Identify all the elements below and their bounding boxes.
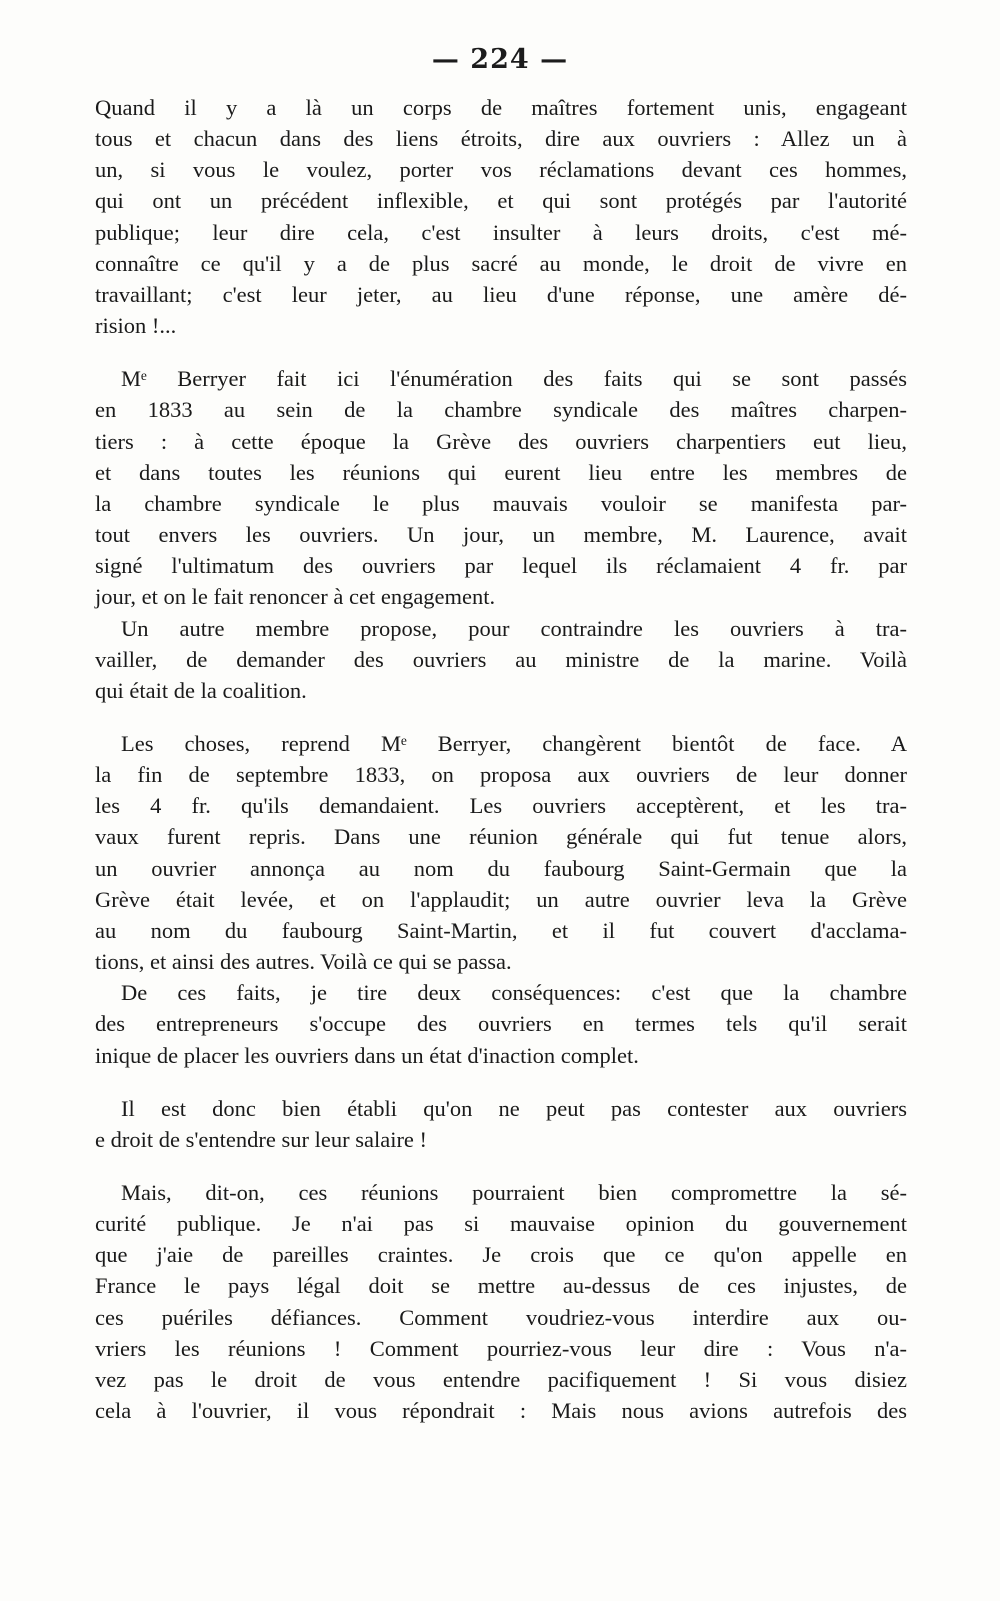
text-line: vez pas le droit de vous entendre pacifiquement ! Si vous disiez xyxy=(95,1366,907,1392)
text-line: signé l'ultimatum des ouvriers par lequel ils réclamaient 4 fr. par xyxy=(95,553,907,579)
text-line: vaux furent repris. Dans une réunion générale qui fut tenue alors, xyxy=(95,824,907,850)
text-line: tout envers les ouvriers. Un jour, un membre, M. Laurence, avait xyxy=(95,522,907,548)
text-line: Mᵉ Berryer fait ici l'énumération des faits qui se sont passés xyxy=(121,366,907,392)
paragraph-3 xyxy=(95,613,907,644)
text-line: au nom du faubourg Saint-Martin, et il fut couvert d'acclama- xyxy=(95,917,907,943)
paragraph-2 xyxy=(95,363,907,394)
text-line: connaître ce qu'il y a de plus sacré au monde, le droit de vivre en xyxy=(95,250,907,276)
paragraph-3-cont xyxy=(95,644,907,706)
text-line: qui était de la coalition. xyxy=(95,677,307,703)
text-line: ces puériles défiances. Comment voudriez-vous interdire aux ou- xyxy=(95,1304,907,1330)
text-line: des entrepreneurs s'occupe des ouvriers en termes tels qu'il serait xyxy=(95,1011,907,1037)
text-line: e droit de s'entendre sur leur salaire ! xyxy=(95,1126,428,1152)
text-line: qui ont un précédent inflexible, et qui sont protégés par l'autorité xyxy=(95,188,907,214)
text-line: jour, et on le fait renoncer à cet engagement. xyxy=(95,584,496,610)
text-line: en 1833 au sein de la chambre syndicale des maîtres charpen- xyxy=(95,397,907,423)
text-line: Mais, dit-on, ces réunions pourraient bien compromettre la sé- xyxy=(121,1180,907,1205)
paragraph-6-cont xyxy=(95,1124,907,1155)
text-line: inique de placer les ouvriers dans un état d'inaction complet. xyxy=(95,1042,639,1068)
page-number: — 224 — xyxy=(431,44,569,75)
text-line: cela à l'ouvrier, il vous répondrait : Mais nous avions autrefois des xyxy=(95,1398,907,1424)
text-line: Grève était levée, et on l'applaudit; un autre ouvrier leva la Grève xyxy=(95,886,907,912)
text-line: De ces faits, je tire deux conséquences: c'est que la chambre xyxy=(121,980,907,1006)
text-line: vailler, de demander des ouvriers au ministre de la marine. Voilà xyxy=(95,646,907,672)
paragraph-1 xyxy=(95,92,907,341)
text-line: Les choses, reprend Mᵉ Berryer, changèrent bientôt de face. A xyxy=(121,730,907,756)
text-line: travaillant; c'est leur jeter, au lieu d'une réponse, une amère dé- xyxy=(95,281,907,307)
text-line: curité publique. Je n'ai pas si mauvaise opinion du gouvernement xyxy=(95,1211,907,1237)
paragraph-2-cont xyxy=(95,394,907,612)
text-line: Quand il y a là un corps de maîtres fortement unis, engageant xyxy=(95,95,907,120)
text-line: la fin de septembre 1833, on proposa aux ouvriers de leur donner xyxy=(95,762,907,788)
text-line: que j'aie de pareilles craintes. Je crois que ce qu'on appelle en xyxy=(95,1242,907,1268)
text-line: Il est donc bien établi qu'on ne peut pas contester aux ouvriers xyxy=(121,1095,907,1121)
text-line: tions, et ainsi des autres. Voilà ce qui se passa. xyxy=(95,949,512,975)
paragraph-5-cont xyxy=(95,1008,907,1070)
paragraph-5 xyxy=(95,977,907,1008)
paragraph-7 xyxy=(95,1177,907,1208)
paragraph-4-cont xyxy=(95,759,907,977)
text-line: tous et chacun dans des liens étroits, dire aux ouvriers : Allez un à xyxy=(95,126,907,152)
page-body-text xyxy=(95,92,907,1426)
text-line: rision !... xyxy=(95,313,177,339)
text-line: un, si vous le voulez, porter vos réclamations devant ces hommes, xyxy=(95,157,907,183)
text-line: Un autre membre propose, pour contraindre les ouvriers à tra- xyxy=(121,615,907,641)
text-line: publique; leur dire cela, c'est insulter à leurs droits, c'est mé- xyxy=(95,219,907,245)
paragraph-6 xyxy=(95,1093,907,1124)
text-line: France le pays légal doit se mettre au-dessus de ces injustes, de xyxy=(95,1273,907,1299)
text-line: les 4 fr. qu'ils demandaient. Les ouvriers acceptèrent, et les tra- xyxy=(95,793,907,819)
text-line: un ouvrier annonça au nom du faubourg Saint-Germain que la xyxy=(95,855,907,881)
paragraph-4 xyxy=(95,728,907,759)
paragraph-7-cont xyxy=(95,1208,907,1426)
text-line: la chambre syndicale le plus mauvais vouloir se manifesta par- xyxy=(95,490,907,516)
text-line: et dans toutes les réunions qui eurent lieu entre les membres de xyxy=(95,459,907,485)
text-line: vriers les réunions ! Comment pourriez-vous leur dire : Vous n'a- xyxy=(95,1335,907,1361)
text-line: tiers : à cette époque la Grève des ouvriers charpentiers eut lieu, xyxy=(95,428,907,454)
